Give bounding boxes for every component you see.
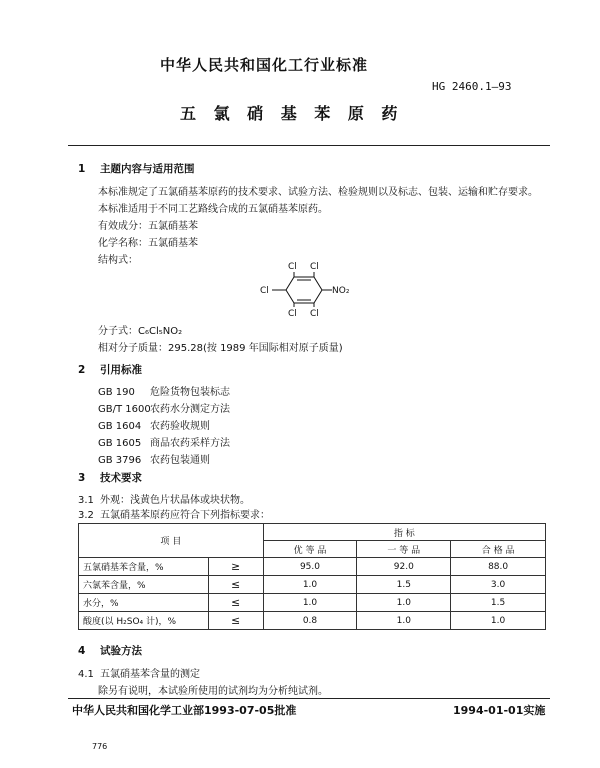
paragraph: 本标准适用于不同工艺路线合成的五氯硝基苯原药。 — [98, 204, 328, 215]
value-cell: 1.0 — [357, 594, 451, 612]
reference-code: GB 3796 — [98, 455, 142, 466]
section-title: 引用标准 — [100, 364, 142, 376]
reference-item — [98, 400, 230, 415]
clause-3-1 — [78, 491, 250, 506]
clause-number: 3.2 — [78, 510, 94, 521]
substituent-no2: NO₂ — [332, 286, 350, 296]
clause-number: 4.1 — [78, 669, 94, 680]
specification-table — [78, 523, 546, 630]
table-row — [79, 576, 546, 594]
reference-name: 商品农药采样方法 — [150, 438, 230, 449]
section-number: 1 — [78, 163, 86, 175]
clause-text: 五氯硝基苯原药应符合下列指标要求： — [100, 510, 270, 521]
substituent-cl-top-right: Cl — [310, 262, 319, 272]
reference-code: GB/T 1600 — [98, 404, 151, 415]
chemical-name: 化学名称：五氯硝基苯 — [98, 238, 198, 249]
page-number: 776 — [92, 742, 108, 751]
reference-item — [98, 451, 210, 466]
value-cell: 88.0 — [451, 558, 546, 576]
section-1-heading — [78, 161, 195, 176]
structure-label: 结构式： — [98, 255, 138, 266]
reference-name: 农药包装通则 — [150, 455, 210, 466]
substituent-cl-bottom-right: Cl — [310, 309, 319, 319]
substituent-cl-left: Cl — [260, 286, 269, 296]
index-header: 指 标 — [263, 524, 545, 541]
grade-header: 优 等 品 — [263, 541, 357, 558]
reference-code: GB 1605 — [98, 438, 142, 449]
value-cell: 1.0 — [263, 576, 357, 594]
clause-text: 外观：浅黄色片状晶体或块状物。 — [100, 495, 250, 506]
paragraph: 本标准规定了五氯硝基苯原药的技术要求、试验方法、检验规则以及标志、包装、运输和贮存要求。 — [98, 187, 538, 198]
clause-number: 3.1 — [78, 495, 94, 506]
reference-name: 农药水分测定方法 — [150, 404, 230, 415]
section-4-heading — [78, 643, 142, 658]
grade-header: 合 格 品 — [451, 541, 546, 558]
item-header: 项 目 — [79, 524, 264, 558]
document-title: 五 氯 硝 基 苯 原 药 — [180, 104, 404, 123]
reference-code: GB 1604 — [98, 421, 142, 432]
value-cell: 95.0 — [263, 558, 357, 576]
clause-text: 五氯硝基苯含量的测定 — [100, 669, 200, 680]
clause-4-1 — [78, 665, 200, 680]
reference-item — [98, 434, 230, 449]
standard-code: HG 2460.1—93 — [432, 80, 512, 93]
section-title: 技术要求 — [100, 472, 142, 484]
section-number: 4 — [78, 645, 86, 657]
substituent-cl-bottom-left: Cl — [288, 309, 297, 319]
value-cell: 3.0 — [451, 576, 546, 594]
section-number: 3 — [78, 472, 86, 484]
item-name: 六氯苯含量，% — [79, 576, 209, 594]
value-cell: 92.0 — [357, 558, 451, 576]
section-number: 2 — [78, 364, 86, 376]
reference-item — [98, 383, 230, 398]
comparator: ≤ — [208, 612, 263, 630]
reference-item — [98, 417, 210, 432]
standard-organization: 中华人民共和国化工行业标准 — [160, 56, 369, 74]
value-cell: 1.0 — [357, 612, 451, 630]
value-cell: 0.8 — [263, 612, 357, 630]
table-header-row — [79, 524, 546, 541]
reference-name: 危险货物包装标志 — [150, 387, 230, 398]
reagent-note: 除另有说明，本试验所使用的试剂均为分析纯试剂。 — [98, 686, 328, 697]
active-ingredient: 有效成分：五氯硝基苯 — [98, 221, 198, 232]
comparator: ≤ — [208, 576, 263, 594]
item-name: 五氯硝基苯含量，% — [79, 558, 209, 576]
value-cell: 1.0 — [263, 594, 357, 612]
table-row — [79, 558, 546, 576]
molecular-mass: 相对分子质量：295.28(按 1989 年国际相对原子质量) — [98, 343, 343, 354]
value-cell: 1.5 — [451, 594, 546, 612]
grade-header: 一 等 品 — [357, 541, 451, 558]
item-name: 水分，% — [79, 594, 209, 612]
benzene-ring — [272, 272, 332, 307]
section-title: 试验方法 — [100, 645, 142, 657]
reference-name: 农药验收规则 — [150, 421, 210, 432]
table-row — [79, 612, 546, 630]
effective-date: 1994-01-01实施 — [453, 704, 546, 717]
item-name: 酸度(以 H₂SO₄ 计)，% — [79, 612, 209, 630]
comparator: ≥ — [208, 558, 263, 576]
section-3-heading — [78, 470, 142, 485]
table-row — [79, 594, 546, 612]
reference-code: GB 190 — [98, 387, 135, 398]
clause-3-2 — [78, 506, 270, 521]
section-2-heading — [78, 362, 142, 377]
value-cell: 1.0 — [451, 612, 546, 630]
footer-divider — [68, 698, 550, 699]
structural-formula — [252, 258, 372, 320]
approval-statement: 中华人民共和国化学工业部1993-07-05批准 — [72, 704, 297, 717]
value-cell: 1.5 — [357, 576, 451, 594]
section-title: 主题内容与适用范围 — [100, 163, 195, 175]
molecular-formula: 分子式：C₆Cl₅NO₂ — [98, 326, 183, 337]
substituent-cl-top-left: Cl — [288, 262, 297, 272]
header-divider — [68, 145, 550, 146]
comparator: ≤ — [208, 594, 263, 612]
